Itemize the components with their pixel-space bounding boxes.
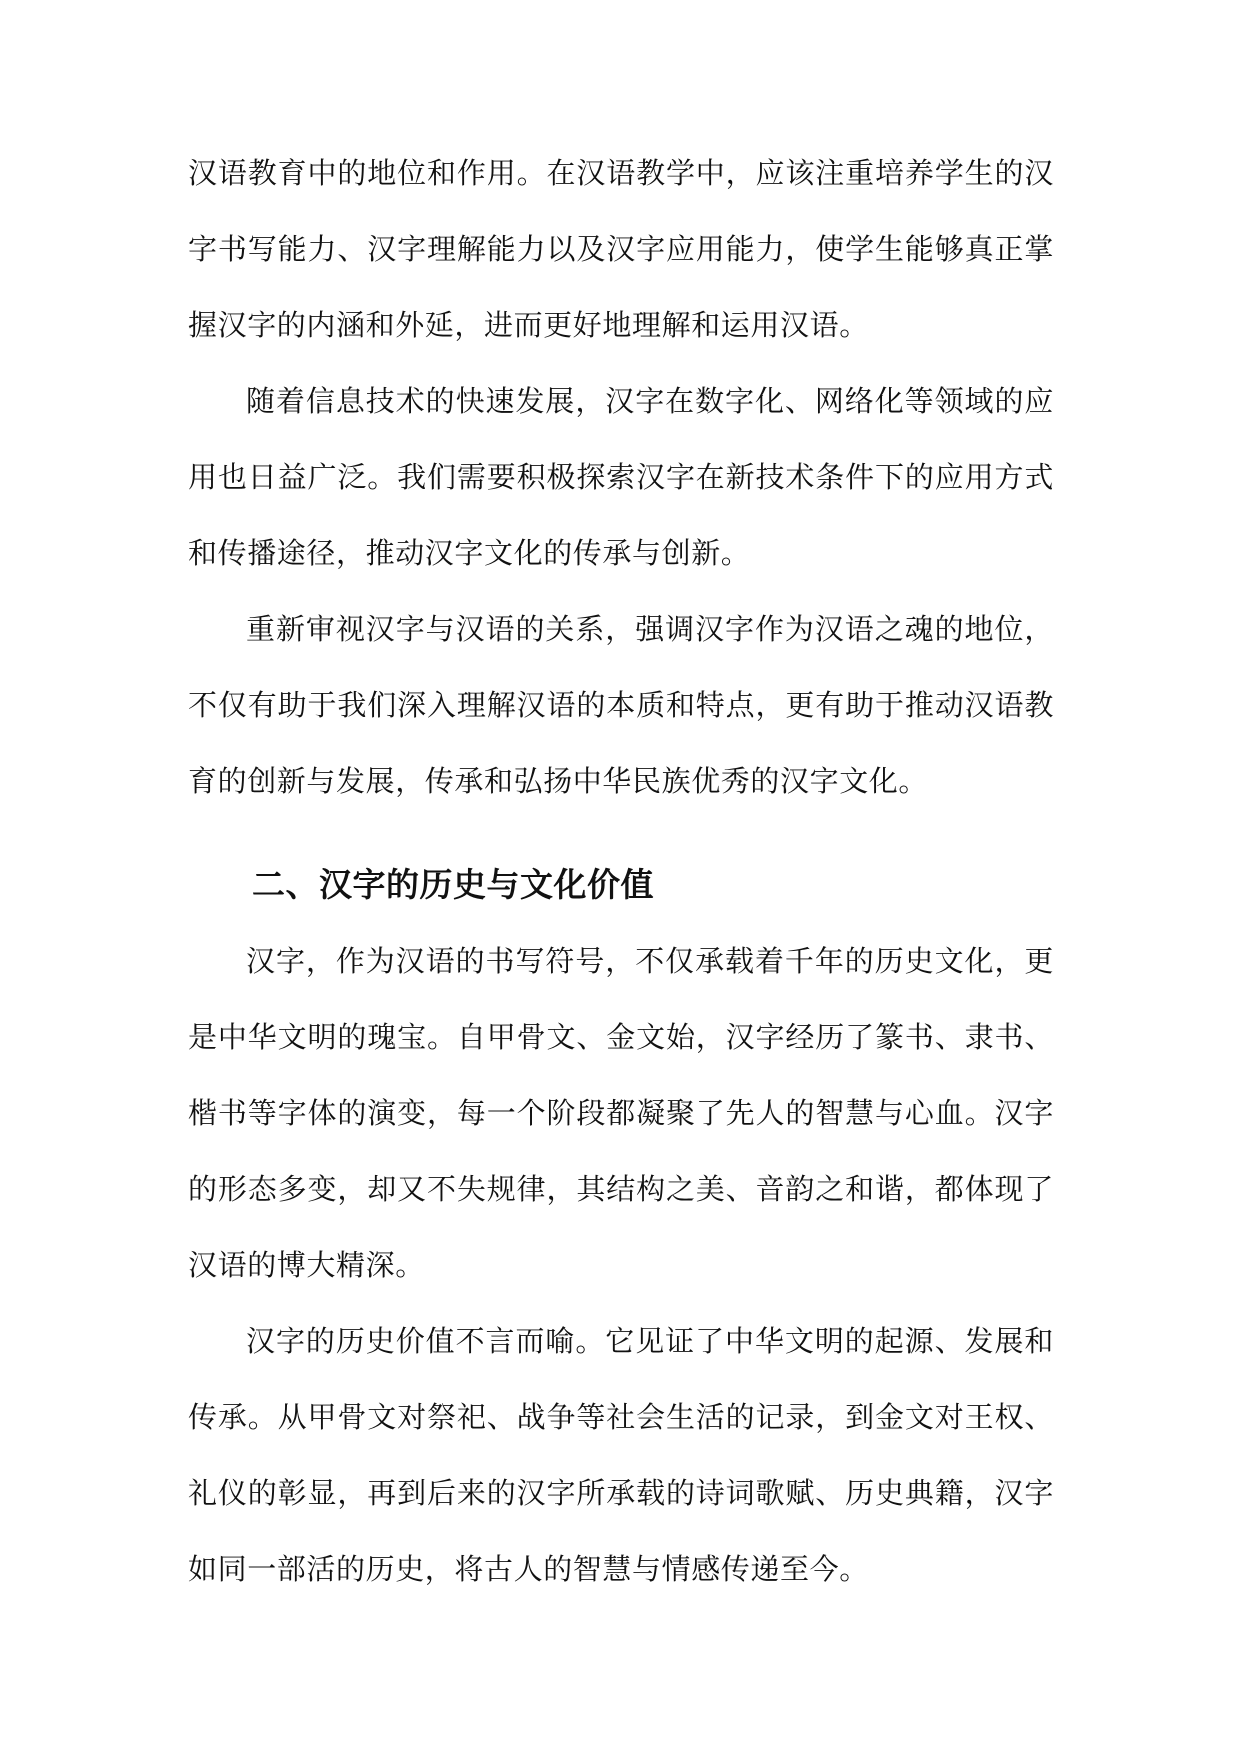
paragraph-historical-value: 汉字的历史价值不言而喻。它见证了中华文明的起源、发展和传承。从甲骨文对祭祀、战争等社会生活的记录，到金文对王权、礼仪的彰显，再到后来的汉字所承载的诗词歌赋、历史典籍，汉字如同一部活的历史，将古人的智慧与情感传递至今。 bbox=[188, 1324, 1054, 1586]
section-heading: 二、汉字的历史与文化价值 bbox=[252, 865, 654, 904]
paragraph-hanzi-writing-symbol: 汉字，作为汉语的书写符号，不仅承载着千年的历史文化，更是中华文明的瑰宝。自甲骨文、金文始，汉字经历了篆书、隶书、楷书等字体的演变，每一个阶段都凝聚了先人的智慧与心血。汉字的形态多变，却又不失规律，其结构之美、音韵之和谐，都体现了汉语的博大精深。 bbox=[188, 944, 1054, 1282]
paragraph-education-role: 汉语教育中的地位和作用。在汉语教学中，应该注重培养学生的汉字书写能力、汉字理解能力以及汉字应用能力，使学生能够真正掌握汉字的内涵和外延，进而更好地理解和运用汉语。 bbox=[188, 156, 1054, 342]
paragraph-reexamine-relationship: 重新审视汉字与汉语的关系，强调汉字作为汉语之魂的地位，不仅有助于我们深入理解汉语的本质和特点，更有助于推动汉语教育的创新与发展，传承和弘扬中华民族优秀的汉字文化。 bbox=[188, 612, 1054, 798]
document-body bbox=[188, 135, 1054, 1607]
paragraph-information-technology: 随着信息技术的快速发展，汉字在数字化、网络化等领域的应用也日益广泛。我们需要积极探索汉字在新技术条件下的应用方式和传播途径，推动汉字文化的传承与创新。 bbox=[188, 384, 1054, 570]
